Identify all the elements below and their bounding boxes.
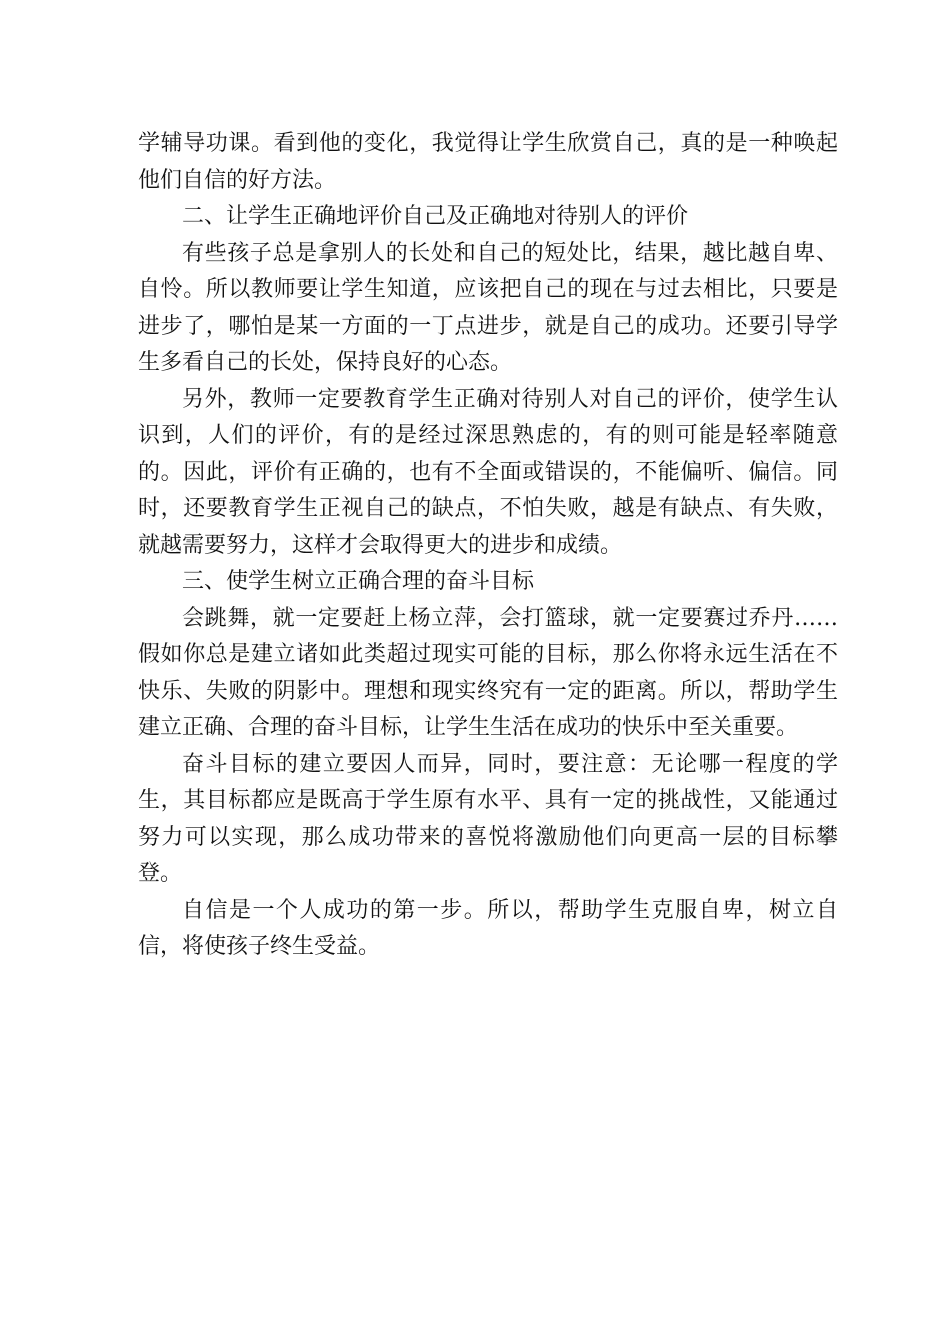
document-body <box>138 126 838 966</box>
paragraph: 另外，教师一定要教育学生正确对待别人对自己的评价，使学生认识到，人们的评价，有的是经过深思熟虑的，有的则可能是轻率随意的。因此，评价有正确的，也有不全面或错误的，不能偏听、偏信。同时，还要教育学生正视自己的缺点，不怕失败，越是有缺点、有失败，就越需要努力，这样才会取得更大的进步和成绩。 <box>138 386 838 558</box>
paragraph: 会跳舞，就一定要赶上杨立萍，会打篮球，就一定要赛过乔丹……假如你总是建立诸如此类超过现实可能的目标，那么你将永远生活在不快乐、失败的阴影中。理想和现实终究有一定的距离。所以，帮助学生建立正确、合理的奋斗目标，让学生生活在成功的快乐中至关重要。 <box>138 605 838 740</box>
paragraph-continuation: 学辅导功课。看到他的变化，我觉得让学生欣赏自己，真的是一种唤起他们自信的好方法。 <box>138 131 838 193</box>
paragraph: 有些孩子总是拿别人的长处和自己的短处比，结果，越比越自卑、自怜。所以教师要让学生知道，应该把自己的现在与过去相比，只要是进步了，哪怕是某一方面的一丁点进步，就是自己的成功。还要引导学生多看自己的长处，保持良好的心态。 <box>138 240 838 375</box>
paragraph: 奋斗目标的建立要因人而异，同时，要注意：无论哪一程度的学生，其目标都应是既高于学生原有水平、具有一定的挑战性，又能通过努力可以实现，那么成功带来的喜悦将激励他们向更高一层的目标攀登。 <box>138 751 838 886</box>
section-heading-3: 三、使学生树立正确合理的奋斗目标 <box>182 569 535 594</box>
section-heading-2: 二、让学生正确地评价自己及正确地对待别人的评价 <box>182 204 689 229</box>
paragraph-conclusion: 自信是一个人成功的第一步。所以，帮助学生克服自卑，树立自信，将使孩子终生受益。 <box>138 897 838 959</box>
